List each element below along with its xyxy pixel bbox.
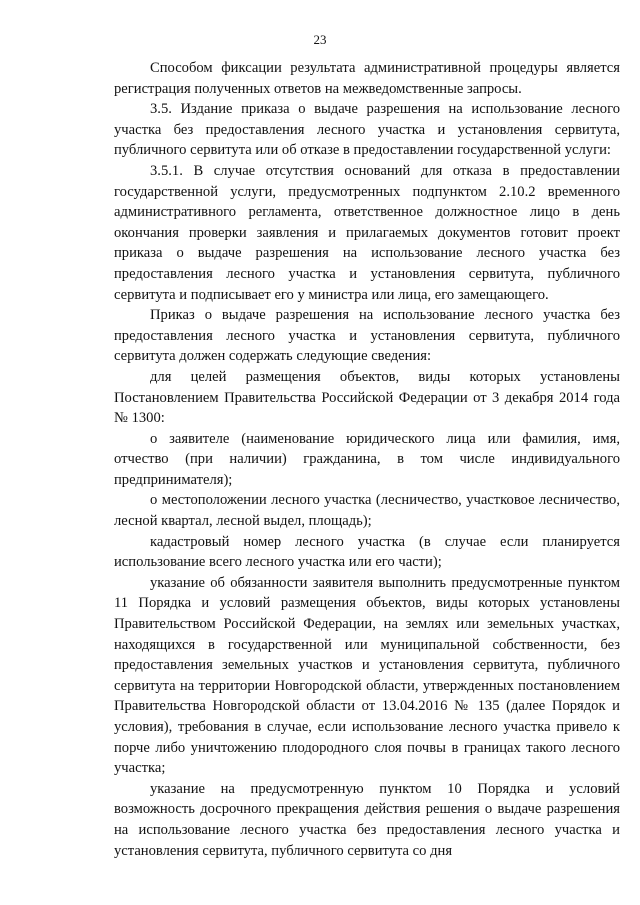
document-body (114, 58, 620, 861)
paragraph-applicant: о заявителе (наименование юридического лица или фамилия, имя, отчество (при наличии) гражданина, в том числе индивидуального предпринимателя); (114, 430, 620, 488)
page-number: 23 (313, 32, 327, 47)
paragraph-cadastral: кадастровый номер лесного участка (в случае если планируется использование всего лесного участка или его части); (114, 533, 620, 571)
paragraph-purposes: для целей размещения объектов, виды которых установлены Постановлением Правительства Российской Федерации от 3 декабря 2014 года № 1300: (114, 368, 620, 427)
paragraph-3-5: 3.5. Издание приказа о выдаче разрешения на использование лесного участка без предоставления лесного участка и установления сервитута, публичного сервитута или об отказе в предоставлении государственной услуги: (114, 101, 620, 159)
paragraph-3-5-1: 3.5.1. В случае отсутствия оснований для отказа в предоставлении государственной услуги, предусмотренных подпунктом 2.10.2 временного административного регламента, ответственное должностное лицо в день окончания проверки заявления и прилагаемых документов готовит проект приказа о выдаче разрешения на использование лесного участка без предоставления лесного участка и установления сервитута, публичного сервитута и подписывает его у министра или лица, его замещающего. (114, 162, 620, 303)
paragraph-termination: указание на предусмотренную пунктом 10 Порядка и условий возможность досрочного прекращения действия решения о выдаче разрешения на использование лесного участка без предоставления лесного участка и установления сервитута, публичного сервитута со дня (114, 780, 620, 859)
paragraph-registration: Способом фиксации результата административной процедуры является регистрация полученных ответов на межведомственные запросы. (114, 60, 620, 97)
paragraph-order-contents: Приказ о выдаче разрешения на использование лесного участка без предоставления лесного участка и установления сервитута, публичного сервитута должен содержать следующие сведения: (114, 307, 620, 365)
paragraph-location: о местоположении лесного участка (лесничество, участковое лесничество, лесной квартал, лесной выдел, площадь); (114, 492, 620, 530)
paragraph-obligation: указание об обязанности заявителя выполнить предусмотренные пунктом 11 Порядка и условий размещения объектов, виды которых установлены Правительством Российской Федерации, на землях или земельных участках, находящихся в государственной или муниципальной собственности, без предоставления земельных участков и установления сервитута, публичного сервитута на территории Новгородской области, утвержденных постановлением Правительства Новгородской области от 13.04.2016 № 135 (далее Порядок и условия), требования в случае, если использование лесного участка привело к порче либо уничтожению плодородного слоя почвы в границах такого лесного участка; (114, 574, 620, 777)
